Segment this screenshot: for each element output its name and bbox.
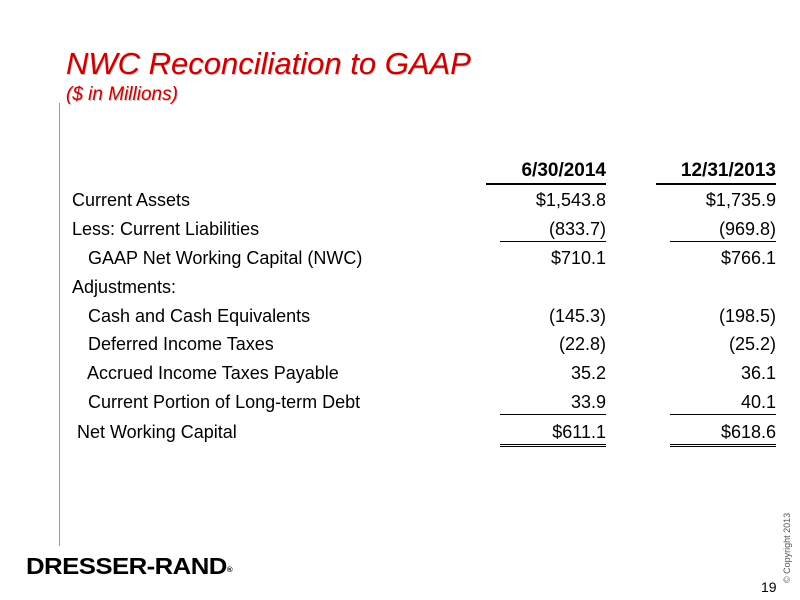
row-label: Net Working Capital: [77, 422, 237, 442]
row-value-2014: (833.7): [500, 217, 606, 242]
row-value-2014: (145.3): [548, 306, 606, 326]
column-header-2014: 6/30/2014: [486, 160, 606, 185]
row-value-2013: 40.1: [670, 390, 776, 415]
table-row-current-liabilities: [0, 217, 800, 246]
logo-text: DRESSER-RAND: [26, 553, 227, 579]
table-row-deferred-taxes: [0, 332, 800, 361]
row-value-2014: 35.2: [570, 363, 606, 383]
row-value-2014: $611.1: [500, 420, 606, 447]
row-value-2014: 33.9: [500, 390, 606, 415]
row-label: Adjustments:: [72, 277, 177, 297]
row-label: Current Portion of Long-term Debt: [88, 392, 361, 412]
row-value-2013: (25.2): [728, 334, 776, 354]
table-row-cash: [0, 304, 800, 333]
row-label: GAAP Net Working Capital (NWC): [88, 248, 363, 268]
row-label: Current Assets: [72, 190, 191, 210]
row-label: Less: Current Liabilities: [72, 219, 260, 239]
column-header-2013: 12/31/2013: [656, 160, 776, 185]
page-title: NWC Reconciliation to GAAP: [66, 46, 471, 81]
copyright-notice: © Copyright 2013: [782, 512, 792, 583]
row-label: Accrued Income Taxes Payable: [87, 363, 339, 383]
row-value-2014: (22.8): [558, 334, 606, 354]
row-value-2013: (969.8): [670, 217, 776, 242]
row-label: Cash and Cash Equivalents: [88, 306, 311, 326]
table-row-adjustments-heading: [0, 275, 800, 304]
row-label: Deferred Income Taxes: [88, 334, 274, 354]
table-row-net-working-capital: [0, 420, 800, 449]
row-value-2014: $1,543.8: [535, 190, 606, 210]
page-number: 19: [761, 579, 777, 595]
registered-mark: ®: [226, 567, 233, 574]
row-value-2013: $766.1: [720, 248, 776, 268]
row-value-2013: $1,735.9: [705, 190, 776, 210]
row-value-2013: 36.1: [740, 363, 776, 383]
table-row-current-assets: [0, 188, 800, 217]
table-row-accrued-taxes: [0, 361, 800, 390]
page-subtitle: ($ in Millions): [66, 84, 178, 105]
table-row-gaap-nwc: [0, 246, 800, 275]
row-value-2013: $618.6: [670, 420, 776, 447]
row-value-2013: (198.5): [718, 306, 776, 326]
row-value-2014: $710.1: [550, 248, 606, 268]
company-logo: [26, 553, 232, 580]
table-row-current-debt: [0, 390, 800, 419]
